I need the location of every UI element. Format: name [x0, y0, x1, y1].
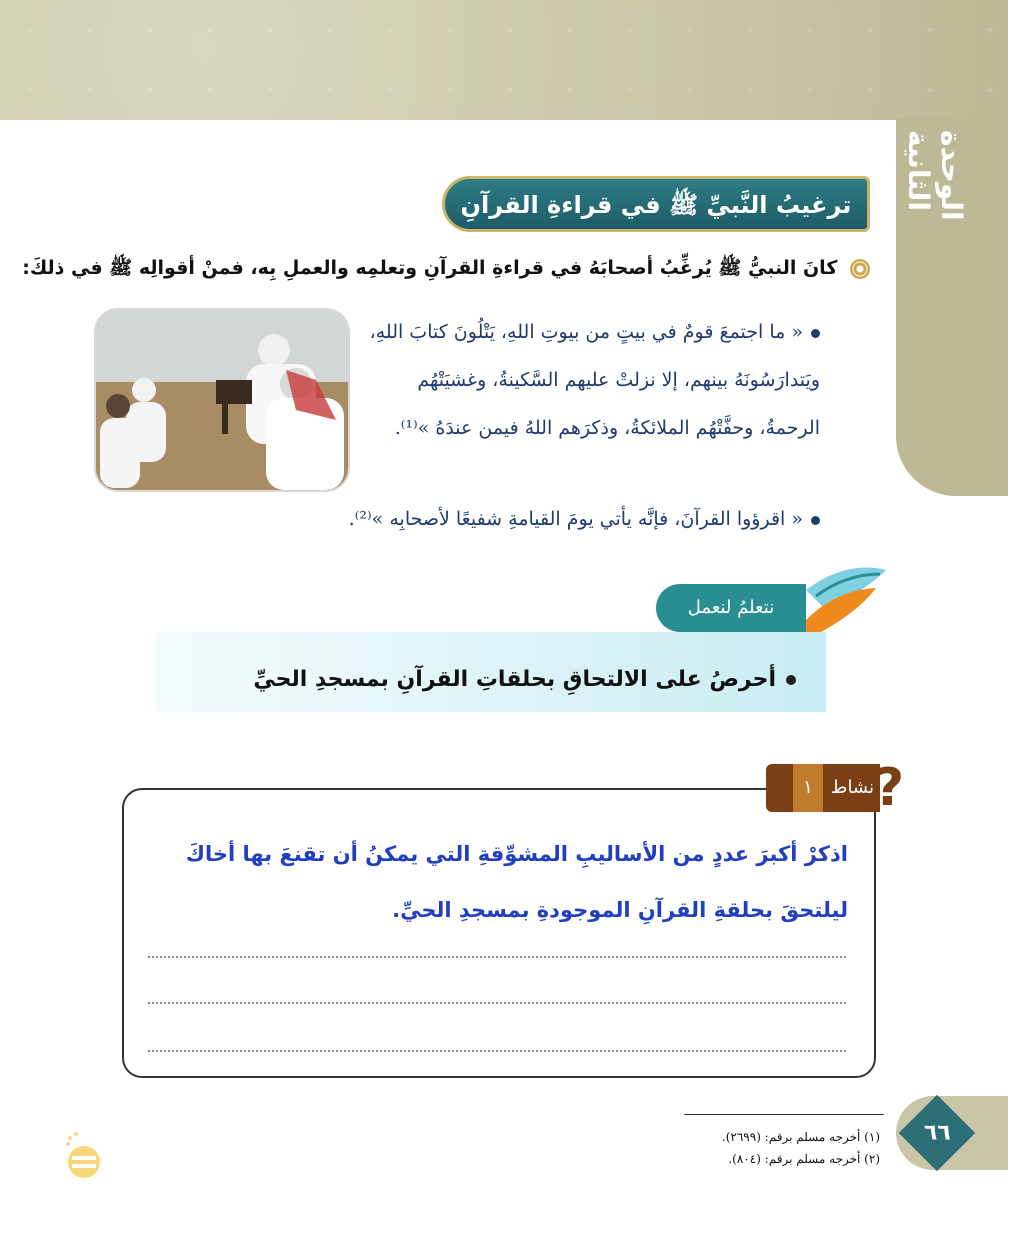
intro-paragraph: [22, 256, 870, 284]
footnote-divider: [684, 1114, 884, 1115]
learn-tag: نتعلمُ لنعمل: [656, 584, 806, 632]
question-mark-icon: ?: [874, 758, 905, 818]
activity-label: نشاط: [830, 777, 874, 798]
page-number: ٦٦: [923, 1119, 951, 1145]
answer-line-2[interactable]: [148, 1002, 846, 1004]
intro-text: كانَ النبيُّ ﷺ يُرغِّبُ أصحابَهُ في قراءةِ القرآنِ وتعلمِه والعملِ بِه، فمنْ أقوالِه ﷺ في ذلكَ:: [22, 257, 838, 279]
unit-title: الوحدة الثانية: [902, 130, 968, 221]
footnotes: [640, 1126, 880, 1170]
people-reading-illustration: [96, 310, 348, 490]
hadith-1-text: « ما اجتمعَ قومٌ في بيتٍ من بيوتِ اللهِ، يَتْلُونَ كتابَ اللهِ، ويَتدارَسُونَهُ بينهم، إلا نزلتْ عليهم السَّكينةُ، وغشيَتْهُم الرحمةُ، وحفَّتْهُم الملائكةُ، وذكرَهم اللهُ فيمن عندَهُ »⁽¹⁾.: [369, 321, 820, 439]
publisher-logo-icon: [62, 1130, 106, 1180]
activity-number: ١: [793, 764, 823, 812]
top-decorative-band: [0, 0, 1008, 120]
activity-question: اذكرْ أكبرَ عددٍ من الأساليبِ المشوِّقةِ التي يمكنُ أن تقنعَ بها أخاكَ ليلتحقَ بحلقةِ القرآنِ الموجودةِ بمسجدِ الحيِّ.: [185, 842, 848, 922]
lesson-title: ترغيبُ النَّبيِّ ﷺ في قراءةِ القرآنِ: [442, 176, 870, 232]
hadith-1: [360, 308, 820, 452]
learn-bullet-icon: [786, 675, 796, 685]
learn-box: [156, 632, 826, 712]
footnote-1: (١) أخرجه مسلم برقم: (٢٦٩٩).: [721, 1130, 880, 1144]
learn-text: أحرصُ على الالتحاقِ بحلقاتِ القرآنِ بمسجدِ الحيِّ: [253, 667, 776, 692]
activity-tag: [766, 764, 880, 812]
hadith-bullet-icon: [811, 516, 820, 525]
hadith-2-text: « اقرؤوا القرآنَ، فإنَّه يأتي يومَ القيامةِ شفيعًا لأصحابِه »⁽²⁾.: [348, 508, 803, 530]
footnote-2: (٢) أخرجه مسلم برقم: (٨٠٤).: [728, 1152, 880, 1166]
hadith-2: [290, 508, 820, 530]
answer-line-3[interactable]: [148, 1050, 846, 1052]
hadith-bullet-icon: [811, 329, 820, 338]
answer-line-1[interactable]: [148, 956, 846, 958]
flower-ornament-icon: [850, 259, 870, 279]
quran-circle-photo: [96, 310, 348, 490]
